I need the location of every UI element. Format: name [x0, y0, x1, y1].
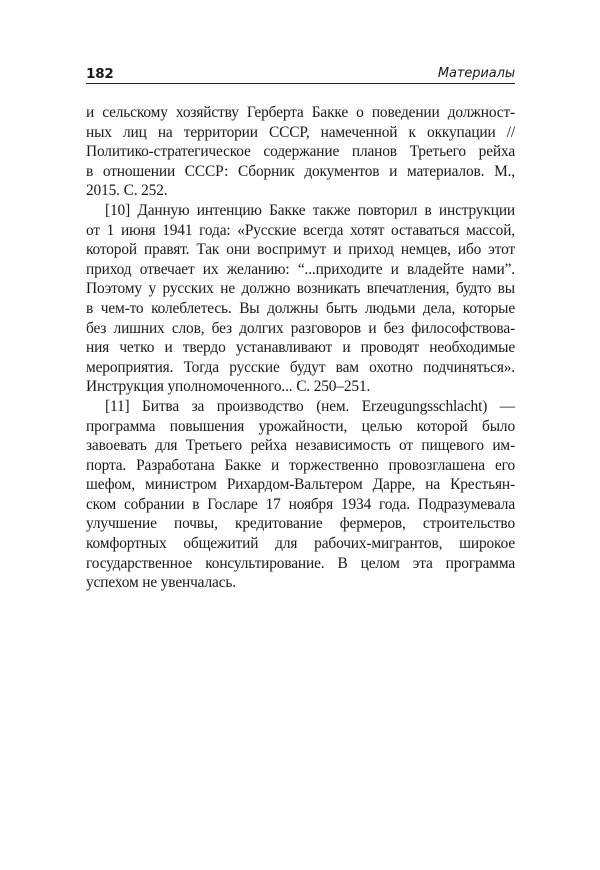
text-line: в отношении СССР: Сборник документов и материалов. М., [86, 162, 515, 180]
text-line: [10] Данную интенцию Бакке также повторил в инструкции [105, 201, 515, 219]
text-line: Политико-стратегическое содержание планов Третьего рейха [86, 143, 515, 161]
text-line: ском собрании в Госларе 17 ноября 1934 года. Подразумевала [86, 495, 515, 513]
text-line: программа повышения урожайности, целью которой было [86, 417, 515, 435]
text-line: которой правят. Так они воспримут и приход немцев, ибо этот [86, 241, 515, 259]
section-title: Материалы [437, 66, 515, 81]
text-line: завоевать для Третьего рейха независимость от пищевого им- [86, 437, 515, 455]
text-line: в чем-то колеблетесь. Вы должны быть людьми дела, которые [86, 299, 515, 317]
text-line: ния четко и твердо устанавливают и проводят необходимые [86, 339, 515, 357]
text-line: [11] Битва за производство (нем. Erzeugungsschlacht) — [105, 397, 515, 415]
text-line: мероприятия. Тогда русские будут вам охотно подчиняться». [86, 358, 515, 376]
text-line: от 1 июня 1941 года: «Русские всегда хотят оставаться массой, [86, 221, 515, 239]
text-line: Инструкция уполномоченного... С. 250–251. [86, 378, 371, 396]
text-line: комфортных общежитий для рабочих-мигрантов, широкое [86, 535, 515, 553]
text-line: 2015. С. 252. [86, 182, 168, 200]
body-text [86, 103, 515, 593]
text-line: Поэтому у русских не должно возникать впечатления, будто вы [86, 280, 515, 298]
paragraph-continuation [86, 103, 515, 201]
footnote-10 [86, 201, 515, 397]
text-line: государственное консультирование. В целом эта программа [86, 554, 515, 572]
text-line: шефом, министром Рихардом-Вальтером Дарре, на Крестьян- [86, 476, 515, 494]
text-line: и сельскому хозяйству Герберта Бакке о поведении должност- [86, 104, 515, 121]
page-number: 182 [86, 66, 114, 82]
book-page [86, 64, 515, 593]
text-line: ных лиц на территории СССР, намеченной к оккупации // [86, 123, 515, 141]
text-line: приход отвечает их желанию: “...приходите и владейте нами”. [86, 260, 515, 278]
text-line: успехом не увенчалась. [86, 574, 236, 592]
running-head [86, 64, 515, 84]
footnote-11 [86, 397, 515, 593]
text-line: порта. Разработана Бакке и торжественно провозглашена его [86, 456, 515, 474]
text-line: без лишних слов, без долгих разговоров и без философствова- [86, 319, 515, 337]
text-line: улучшение почвы, кредитование фермеров, строительство [86, 515, 515, 533]
